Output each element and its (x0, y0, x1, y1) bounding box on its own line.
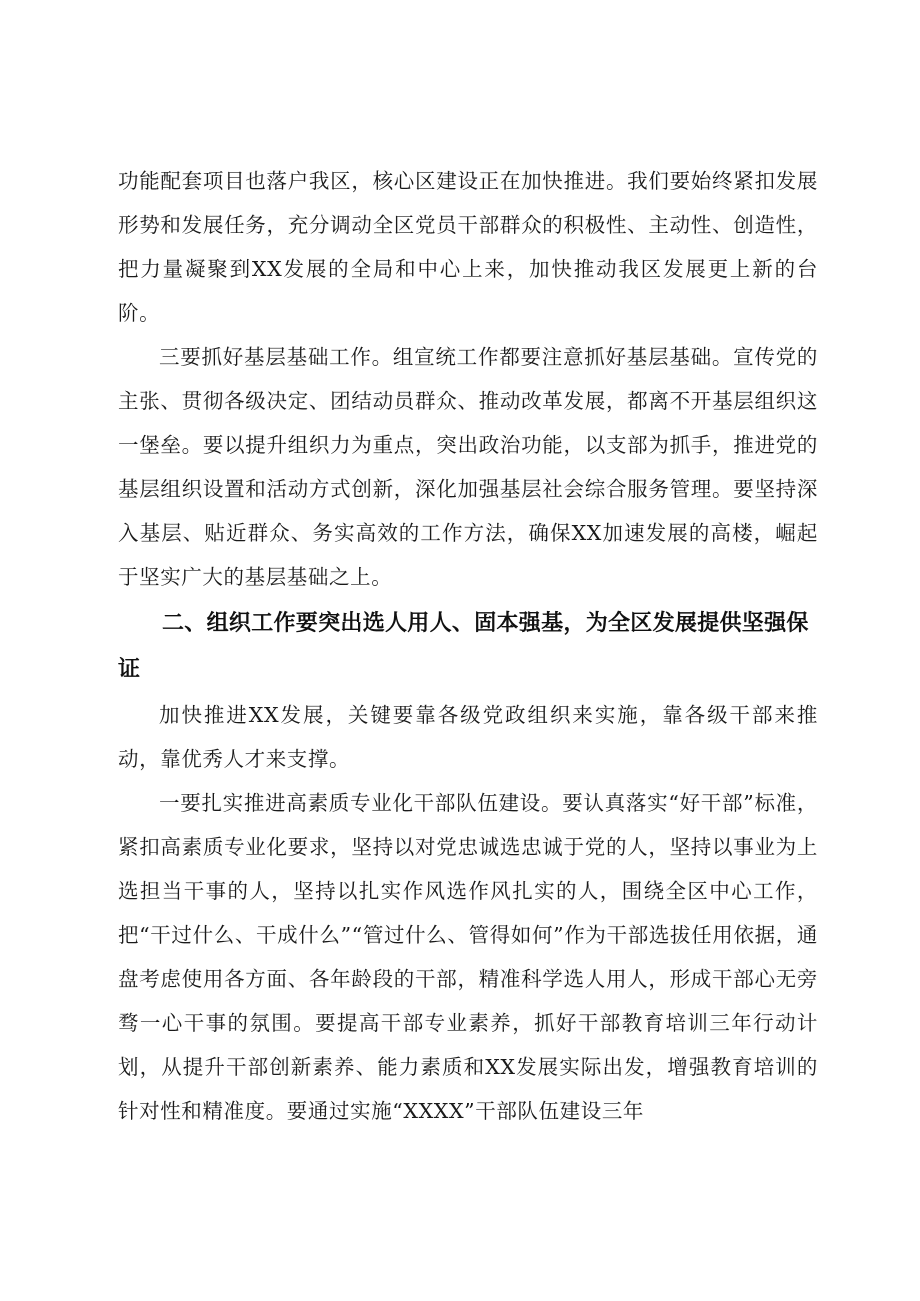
document-body (118, 159, 818, 1133)
paragraph-cadre-team: 一要扎实推进高素质专业化干部队伍建设。要认真落实“好干部”标准，紧扣高素质专业化要求，坚持以对党忠诚选忠诚于党的人，坚持以事业为上选担当干事的人，坚持以扎实作风选作风扎实的人，围绕全区中心工作，把“干过什么、干成什么”“管过什么、管得如何”作为干部选拔任用依据，通盘考虑使用各方面、各年龄段的干部，精准科学选人用人，形成干部心无旁骛一心干事的氛围。要提高干部专业素养，抓好干部教育培训三年行动计划，从提升干部创新素养、能力素质和XX发展实际出发，增强教育培训的针对性和精准度。要通过实施“XXXX”干部队伍建设三年 (118, 791, 818, 1123)
paragraph-intro: 加快推进XX发展，关键要靠各级党政组织来实施，靠各级干部来推动，靠优秀人才来支撑。 (118, 703, 818, 771)
paragraph-continuation: 功能配套项目也落户我区，核心区建设正在加快推进。我们要始终紧扣发展形势和发展任务，充分调动全区党员干部群众的积极性、主动性、创造性，把力量凝聚到XX发展的全局和中心上来，加快推动我区发展更上新的台阶。 (118, 169, 818, 325)
paragraph-grassroots: 三要抓好基层基础工作。组宣统工作都要注意抓好基层基础。宣传党的主张、贯彻各级决定、团结动员群众、推动改革发展，都离不开基层组织这一堡垒。要以提升组织力为重点，突出政治功能，以支部为抓手，推进党的基层组织设置和活动方式创新，深化加强基层社会综合服务管理。要坚持深入基层、贴近群众、务实高效的工作方法，确保XX加速发展的高楼，崛起于坚实广大的基层基础之上。 (118, 345, 818, 589)
section-heading: 二、组织工作要突出选人用人、固本强基，为全区发展提供坚强保证 (118, 611, 809, 682)
